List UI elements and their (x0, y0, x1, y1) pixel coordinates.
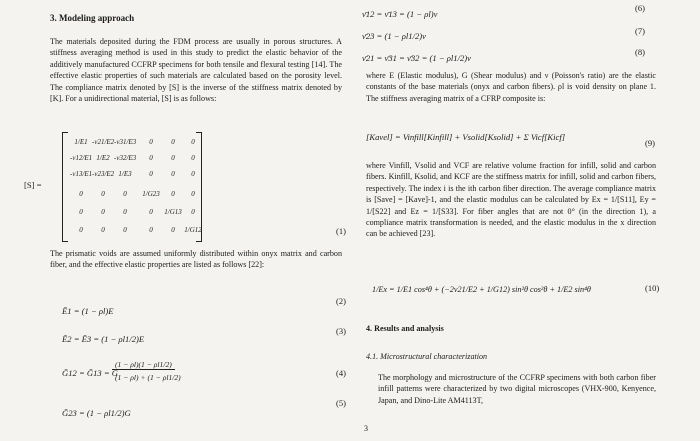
matrix-cell-5-6: 0 (191, 208, 195, 216)
matrix-cell-2-6: 0 (191, 154, 195, 162)
matrix-cell-1-4: 0 (149, 138, 153, 146)
eq-number-2: (2) (336, 296, 346, 306)
paragraph-elastic-constants: where E (Elastic modulus), G (Shear modulus) and ν (Poisson's ratio) are the elastic constants of the base materials (onyx and carbon fibers). ρl is void density on plane 1. The stiffness averaging matrix of a CFRP composite is: (366, 71, 656, 103)
compliance-matrix (62, 132, 202, 240)
eq-number-1: (1) (336, 226, 346, 236)
paragraph-morphology: The morphology and microstructure of the CCFRP specimens with both carbon fiber infill patterns were characterized by two digital microscopes (VHX-900, Kenyence, Japan, and Dino-Lite AM4113T, (378, 373, 656, 405)
heading-results: 4. Results and analysis (366, 324, 444, 333)
matrix-cell-6-1: 0 (79, 226, 83, 234)
matrix-cell-3-6: 0 (191, 170, 195, 178)
matrix-cell-5-2: 0 (101, 208, 105, 216)
matrix-cell-1-3: -ν31/E3 (114, 138, 137, 146)
section-heading: 3. Modeling approach (50, 13, 135, 23)
equation-7: ν̄23 = (1 − ρl1/2)ν (362, 31, 426, 41)
matrix-cell-3-3: 1/E3 (118, 170, 132, 178)
matrix-cell-5-4: 0 (149, 208, 153, 216)
equation-2: Ē1 = (1 − ρl)E (62, 306, 114, 316)
matrix-cell-5-3: 0 (123, 208, 127, 216)
matrix-cell-4-1: 0 (79, 190, 83, 198)
matrix-cell-2-5: 0 (171, 154, 175, 162)
page-number: 3 (364, 424, 368, 433)
matrix-cell-4-3: 0 (123, 190, 127, 198)
matrix-cell-5-5: 1/G13 (164, 208, 182, 216)
matrix-cell-1-5: 0 (171, 138, 175, 146)
eq-number-4: (4) (336, 368, 346, 378)
matrix-cell-6-5: 0 (171, 226, 175, 234)
equation-10: 1/Ex = 1/E1 cos⁴θ + (−2ν21/E2 + 1/G12) sin²θ cos²θ + 1/E2 sin⁴θ (372, 285, 591, 294)
matrix-cell-6-6: 1/G12 (184, 226, 202, 234)
paragraph-voids: The prismatic voids are assumed uniformly distributed within onyx matrix and carbon fiber, and the effective elastic properties are listed as follows [22]: (50, 249, 342, 270)
matrix-cell-2-1: -ν12/E1 (70, 154, 93, 162)
matrix-cell-6-3: 0 (123, 226, 127, 234)
matrix-cell-1-6: 0 (191, 138, 195, 146)
matrix-bracket-left (62, 132, 68, 242)
equation-4-numerator: (1 − ρl)(1 − ρl1/2) (112, 360, 175, 370)
matrix-cell-1-1: 1/E1 (74, 138, 88, 146)
eq-number-10: (10) (645, 283, 660, 293)
matrix-cell-4-4: 1/G23 (142, 190, 160, 198)
matrix-cell-3-2: -ν23/E2 (92, 170, 115, 178)
matrix-cell-2-3: -ν32/E3 (114, 154, 137, 162)
matrix-cell-4-5: 0 (171, 190, 175, 198)
equation-4-denominator: (1 − ρl) + (1 − ρl1/2) (115, 373, 181, 382)
eq-number-5: (5) (336, 398, 346, 408)
equation-8: ν̄21 = ν̄31 = ν̄32 = (1 − ρl1/2)ν (362, 53, 471, 63)
matrix-cell-2-4: 0 (149, 154, 153, 162)
matrix-cell-6-4: 0 (149, 226, 153, 234)
matrix-cell-4-6: 0 (191, 190, 195, 198)
matrix-cell-4-2: 0 (101, 190, 105, 198)
matrix-cell-2-2: 1/E2 (96, 154, 110, 162)
matrix-cell-3-1: -ν13/E1 (70, 170, 93, 178)
matrix-cell-6-2: 0 (101, 226, 105, 234)
paragraph-intro: The materials deposited during the FDM process are usually in porous structures. A stiffness averaging method is used in this study to predict the elastic behavior of the additively manufactured CCFRP specimens for both tensile and flexural testing [14]. The effective elastic properties of such materials are calculated based on the porosity level. The compliance matrix denoted by [S] is the inverse of the stiffness matrix denoted by [K]. For a unidirectional material, [S] is as follows: (50, 37, 342, 104)
eq-number-6: (6) (635, 3, 645, 13)
matrix-cell-3-4: 0 (149, 170, 153, 178)
matrix-cell-1-2: -ν21/E2 (92, 138, 115, 146)
equation-5: Ḡ23 = (1 − ρl1/2)G (62, 408, 131, 418)
equation-6: ν̄12 = ν̄13 = (1 − ρl)ν (362, 9, 438, 19)
matrix-label: [S] = (24, 180, 42, 190)
heading-microstructure: 4.1. Microstructural characterization (366, 352, 488, 361)
equation-9: [Kavel] = Vinfill[Kinfill] + Vsolid[Ksolid] + Σ Vicf[Kicf] (366, 132, 566, 142)
matrix-cell-5-1: 0 (79, 208, 83, 216)
equation-3: Ē2 = Ē3 = (1 − ρl1/2)E (62, 334, 145, 344)
eq-number-8: (8) (635, 47, 645, 57)
eq-number-3: (3) (336, 326, 346, 336)
paragraph-volume-fraction: where Vinfill, Vsolid and VCF are relative volume fraction for infill, solid and carbon fibers. Kinfill, Ksolid, and KCF are the stiffness matrix for infill, solid and carbon fibers, respectively. The index i is the ith carbon fiber direction. The average compliance matrix is [Save] = [Kave]-1, and the elastic modulus can be calculated by Ex = 1/[S11], Ey = 1/[S22] and Ez = 1/[S33]. For fiber angles that are not 0° (in the direction 1), a compliance matrix transformation is needed, and the elastic modulus in the x direction can be achieved [23]. (366, 161, 656, 239)
matrix-cell-3-5: 0 (171, 170, 175, 178)
eq-number-9: (9) (645, 138, 655, 148)
equation-4-lhs: Ḡ12 = Ḡ13 = G (62, 368, 118, 378)
eq-number-7: (7) (635, 26, 645, 36)
